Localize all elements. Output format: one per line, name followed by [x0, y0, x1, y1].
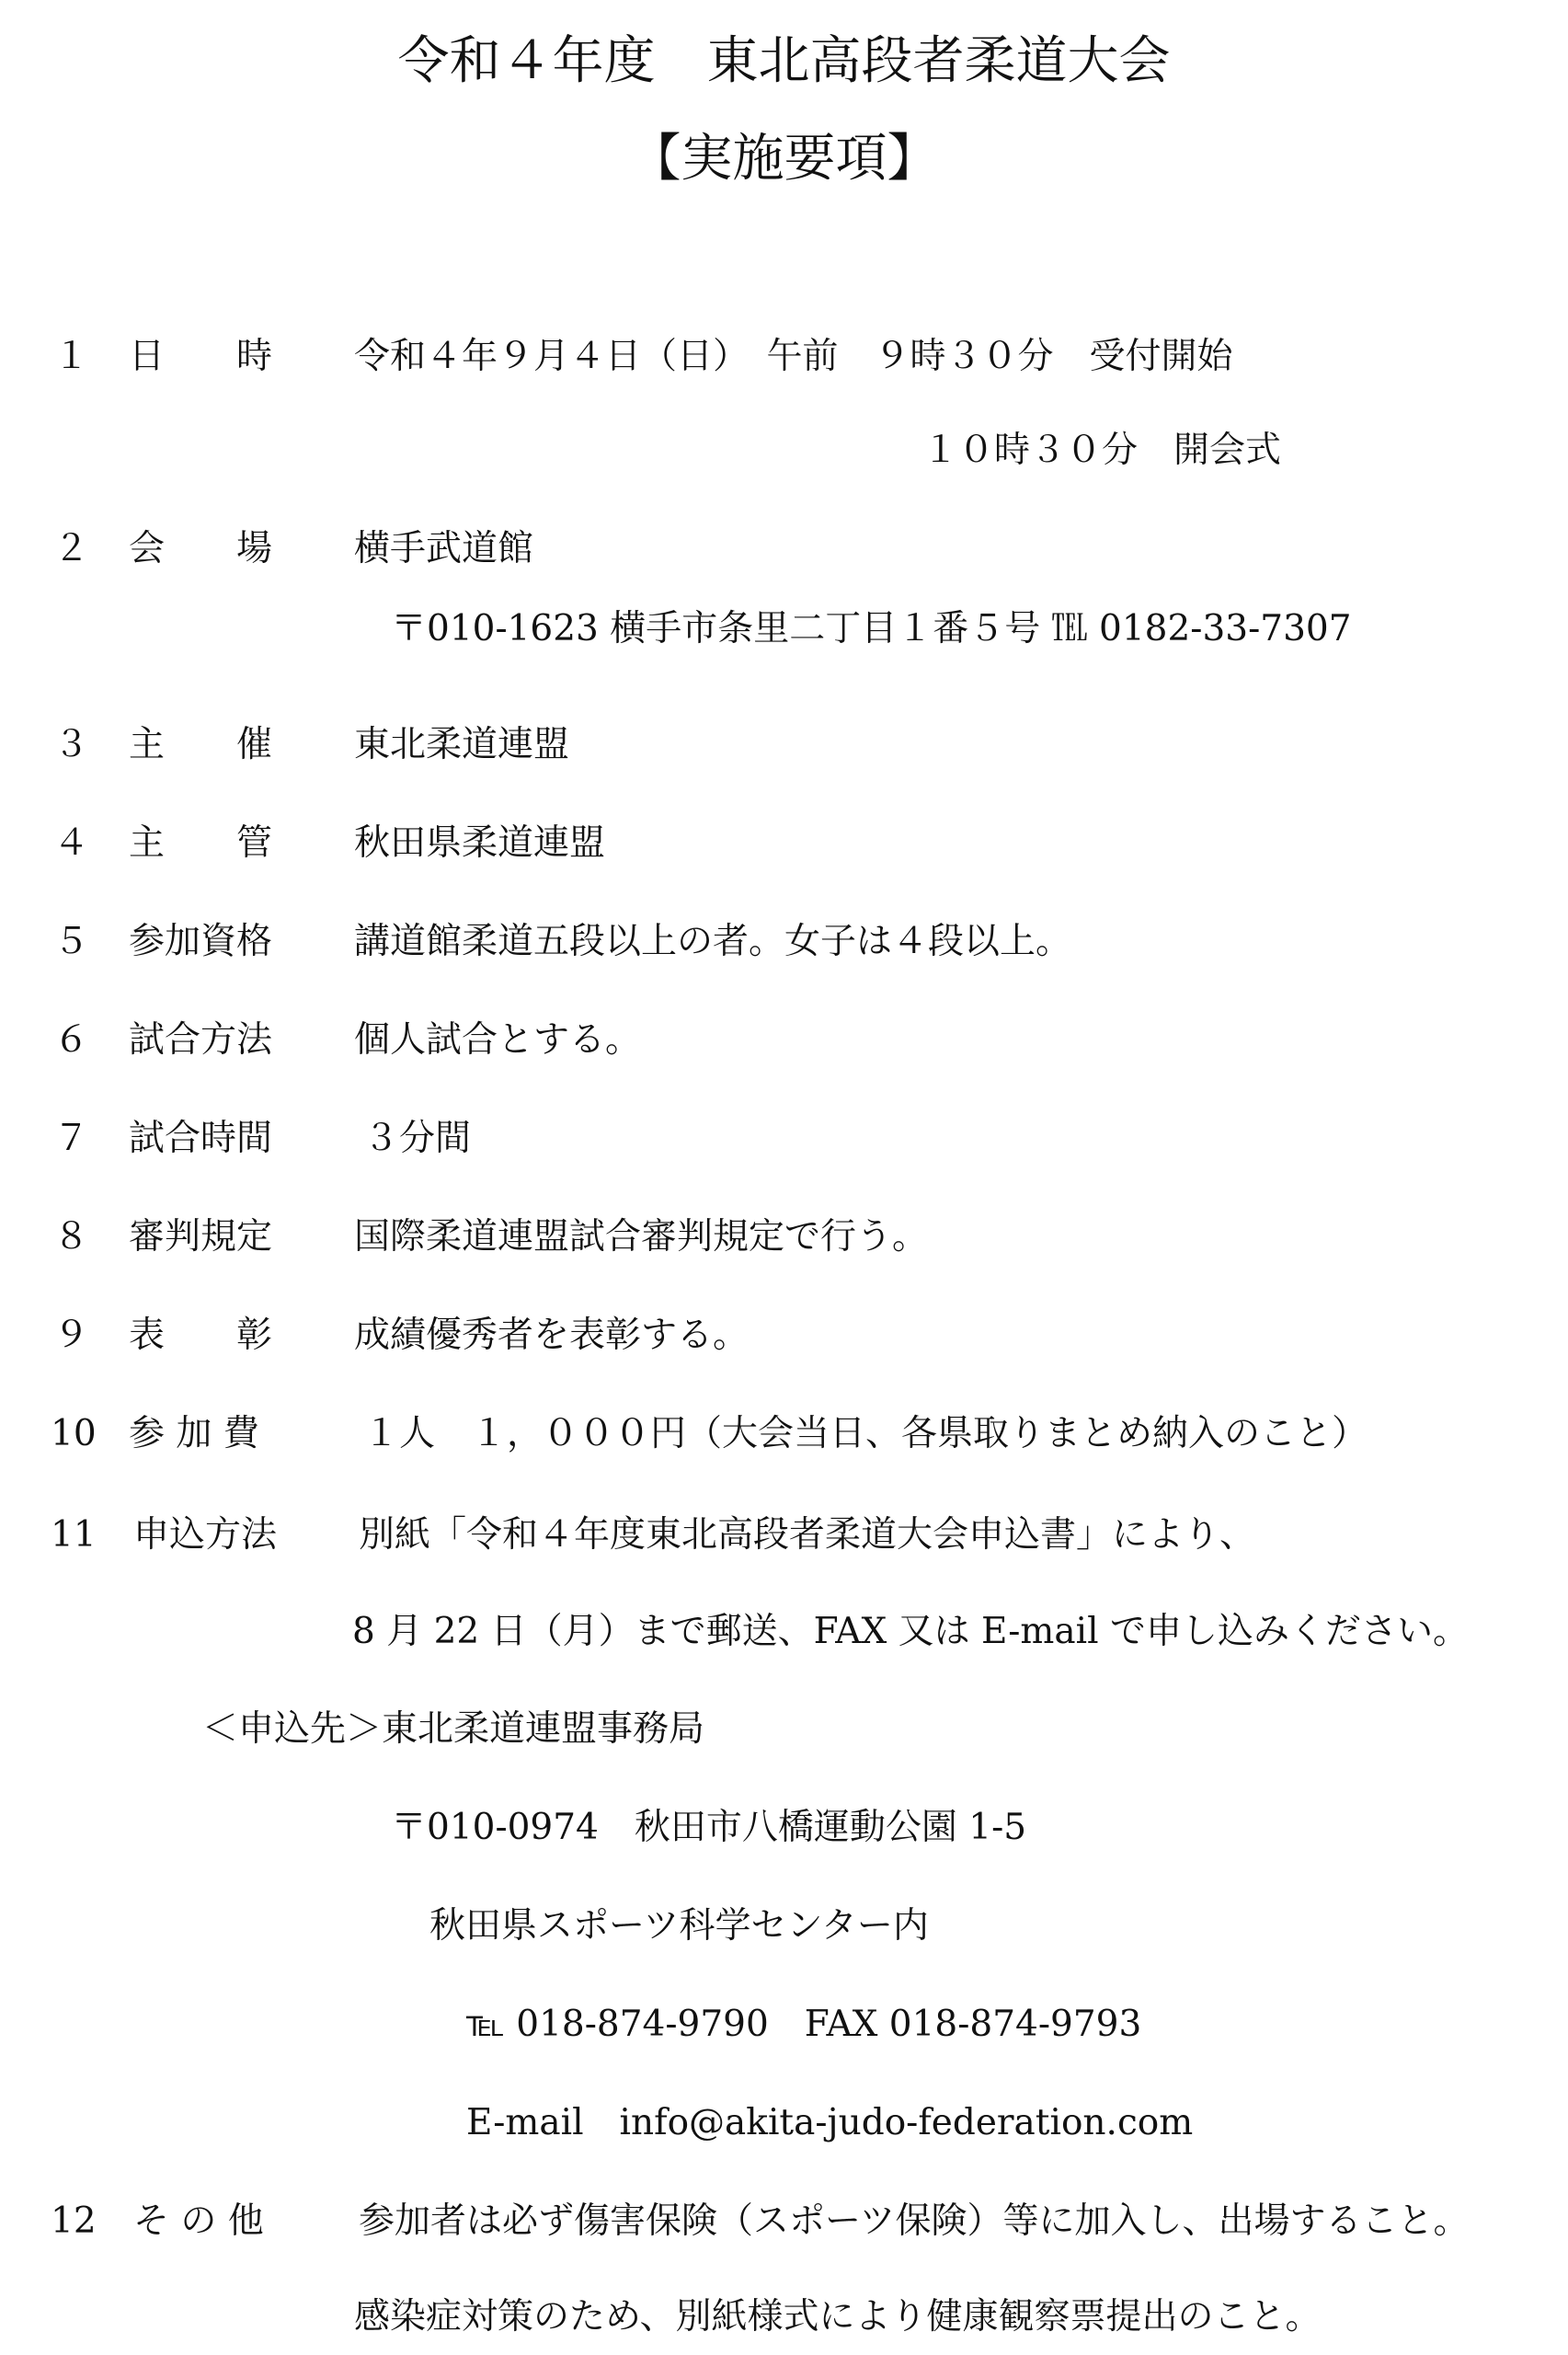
item-8-number: ８ [53, 1216, 90, 1258]
item-12-number: 12 [51, 2200, 97, 2242]
item-4-number: ４ [53, 822, 90, 864]
item-11-number: 11 [51, 1514, 97, 1556]
item-9-label: 表 彰 [129, 1315, 273, 1356]
item-8-line-1: 国際柔道連盟試合審判規定で行う。 [354, 1216, 929, 1258]
item-8-label: 審判規定 [129, 1216, 273, 1258]
item-3-line-1: 東北柔道連盟 [354, 724, 570, 765]
item-5-line-1: 講道館柔道五段以上の者。女子は４段以上。 [354, 921, 1072, 962]
item-10-number: 10 [51, 1413, 97, 1454]
item-2-line-1: 横手武道館 [354, 528, 534, 569]
item-2-label: 会 場 [129, 528, 273, 569]
item-10-line-1: １人 １，０００円（大会当日、各県取りまとめ納入のこと） [363, 1413, 1368, 1454]
item-9-line-1: 成績優秀者を表彰する。 [354, 1315, 750, 1356]
item-5-label: 参加資格 [129, 921, 273, 962]
item-6-line-1: 個人試合とする。 [354, 1019, 642, 1061]
item-11-label: 申込方法 [133, 1514, 278, 1556]
item-12-label: そ の 他 [133, 2200, 264, 2242]
item-6-label: 試合方法 [129, 1019, 273, 1061]
item-6-number: ６ [53, 1019, 90, 1061]
item-11-line-2: 8 月 22 日（月）まで郵送、FAX 又は E-mail で申し込みください。 [352, 1611, 1469, 1652]
item-7-line-1: ３分間 [363, 1118, 472, 1159]
item-3-number: ３ [53, 724, 90, 765]
item-4-line-1: 秋田県柔道連盟 [354, 822, 606, 864]
contact-building: 秋田県スポーツ科学センター内 [429, 1905, 929, 1947]
item-1-line-1: 令和４年９月４日（日） 午前 ９時３０分 受付開始 [354, 336, 1233, 377]
item-1-line-2: １０時３０分 開会式 [922, 430, 1282, 471]
item-12-line-1: 参加者は必ず傷害保険（スポーツ保険）等に加入し、出場すること。 [359, 2200, 1470, 2242]
title-line-2: 【実施要項】 [629, 129, 939, 189]
contact-email: E-mail info@akita-judo-federation.com [466, 2102, 1194, 2143]
item-12-line-2: 感染症対策のため、別紙様式により健康観察票提出のこと。 [354, 2296, 1322, 2338]
title-line-1: 令和４年度 東北高段者柔道大会 [397, 31, 1171, 91]
item-2-number: ２ [53, 528, 90, 569]
item-7-label: 試合時間 [129, 1118, 273, 1159]
item-2-line-2: 〒010-1623 横手市条里二丁目１番５号 ℡ 0182-33-7307 [391, 608, 1352, 649]
item-3-label: 主 催 [129, 724, 273, 765]
item-1-number: １ [53, 336, 90, 377]
contact-address: 〒010-0974 秋田市八橋運動公園 1-5 [391, 1807, 1027, 1848]
item-9-number: ９ [53, 1315, 90, 1356]
item-5-number: ５ [53, 921, 90, 962]
item-11-line-1: 別紙「令和４年度東北高段者柔道大会申込書」により、 [359, 1514, 1256, 1556]
contact-phone-fax: ℡ 018-874-9790 FAX 018-874-9793 [466, 2004, 1142, 2045]
item-10-label: 参 加 費 [129, 1413, 259, 1454]
item-7-number: ７ [53, 1118, 90, 1159]
item-1-label: 日 時 [129, 336, 273, 377]
contact-heading: ＜申込先＞東北柔道連盟事務局 [202, 1708, 705, 1750]
item-4-label: 主 管 [129, 822, 273, 864]
